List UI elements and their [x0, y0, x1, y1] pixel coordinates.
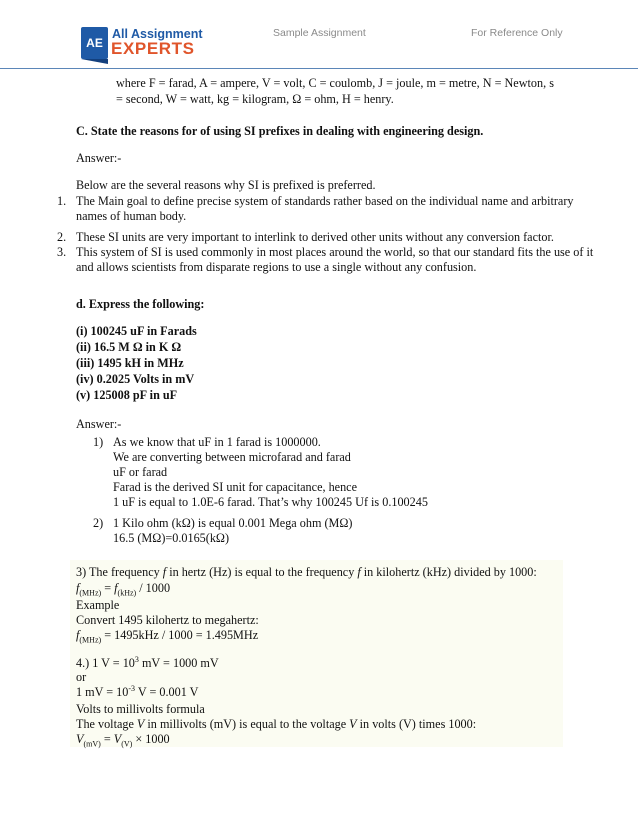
answer-4-formula-title: Volts to millivolts formula: [76, 702, 205, 716]
answer-3-intro: 3) The frequency f in hertz (Hz) is equal to the frequency f in kilohertz (kHz) divided by 1000:: [76, 565, 537, 579]
logo-line-2: EXPERTS: [111, 39, 195, 58]
section-d-item-3: (iii) 1495 kH in MHz: [76, 356, 184, 370]
section-c-heading: C. State the reasons for of using SI prefixes in dealing with engineering design.: [76, 124, 484, 138]
section-d-item-1: (i) 100245 uF in Farads: [76, 324, 197, 338]
logo-badge: AE: [81, 27, 108, 59]
answer-2-line-2: 16.5 (MΩ)=0.0165(kΩ): [113, 531, 230, 545]
answer-4-description: The voltage V in millivolts (mV) is equal to the voltage V in volts (V) times 1000:: [76, 717, 477, 731]
reason-2-line-1: These SI units are very important to interlink to derived other units without any conversion factor.: [76, 230, 554, 244]
reason-1-line-2: names of human body.: [76, 209, 187, 223]
header-center-text: Sample Assignment: [273, 27, 366, 39]
reason-3-line-2: and allows scientists from disparate regions to use a single without any confusion.: [76, 260, 477, 274]
answer-1-line-2: We are converting between microfarad and farad: [113, 450, 351, 464]
section-d-answer-label: Answer:-: [76, 417, 122, 431]
section-d-item-2: (ii) 16.5 M Ω in K Ω: [76, 340, 182, 354]
answer-2-number: 2): [93, 516, 104, 530]
section-d-heading: d. Express the following:: [76, 297, 205, 311]
reason-3-number: 3.: [57, 245, 67, 259]
answer-1-line-4: Farad is the derived SI unit for capacitance, hence: [113, 480, 357, 494]
header-right-text: For Reference Only: [471, 27, 563, 39]
units-line-1: where F = farad, A = ampere, V = volt, C = coulomb, J = joule, m = metre, N = Newton, s: [116, 76, 554, 90]
logo-line-1: All Assignment: [112, 27, 203, 41]
units-line-2: = second, W = watt, kg = kilogram, Ω = ohm, H = henry.: [116, 92, 394, 106]
answer-1-line-5: 1 uF is equal to 1.0E-6 farad. That’s why 100245 Uf is 0.100245: [113, 495, 428, 509]
section-c-answer-label: Answer:-: [76, 151, 122, 165]
answer-3-example-label: Example: [76, 598, 120, 612]
answer-4-formula: $V_{(mV)} = V_{(V)} \times 1000$: [76, 732, 170, 749]
logo-corner-icon: [81, 59, 108, 64]
answer-2-line-1: 1 Kilo ohm (kΩ) is equal 0.001 Mega ohm (MΩ): [113, 516, 353, 530]
answer-4-line-1: 4.) 1 $V = 10^3$ mV = 1000 mV: [76, 654, 219, 670]
section-c-intro: Below are the several reasons why SI is prefixed is preferred.: [76, 178, 376, 192]
answer-1-line-1: As we know that uF in 1 farad is 1000000.: [113, 435, 321, 449]
answer-3-formula: $f_{(MHz)} = f_{(kHz)} / 1000$: [76, 581, 171, 598]
answer-1-number: 1): [93, 435, 104, 449]
answer-4-line-2: 1 mV = $10^{-3}$ V = 0.001 V: [76, 683, 199, 699]
answer-1-line-3: uF or farad: [113, 465, 168, 479]
header-rule: [0, 68, 638, 69]
reason-2-number: 2.: [57, 230, 67, 244]
answer-3-convert: Convert 1495 kilohertz to megahertz:: [76, 613, 259, 627]
answer-3-calc: $f_{(MHz)} = 1495kHz / 1000 = 1.495MHz$: [76, 628, 259, 645]
reason-1-line-1: The Main goal to define precise system of standards rather based on the individual name and arbitrary: [76, 194, 574, 208]
reason-3-line-1: This system of SI is used commonly in most places around the world, so that our standard fits the use of it: [76, 245, 594, 259]
reason-1-number: 1.: [57, 194, 67, 208]
section-d-item-4: (iv) 0.2025 Volts in mV: [76, 372, 195, 386]
section-d-item-5: (v) 125008 pF in uF: [76, 388, 178, 402]
answer-4-or: or: [76, 670, 87, 684]
